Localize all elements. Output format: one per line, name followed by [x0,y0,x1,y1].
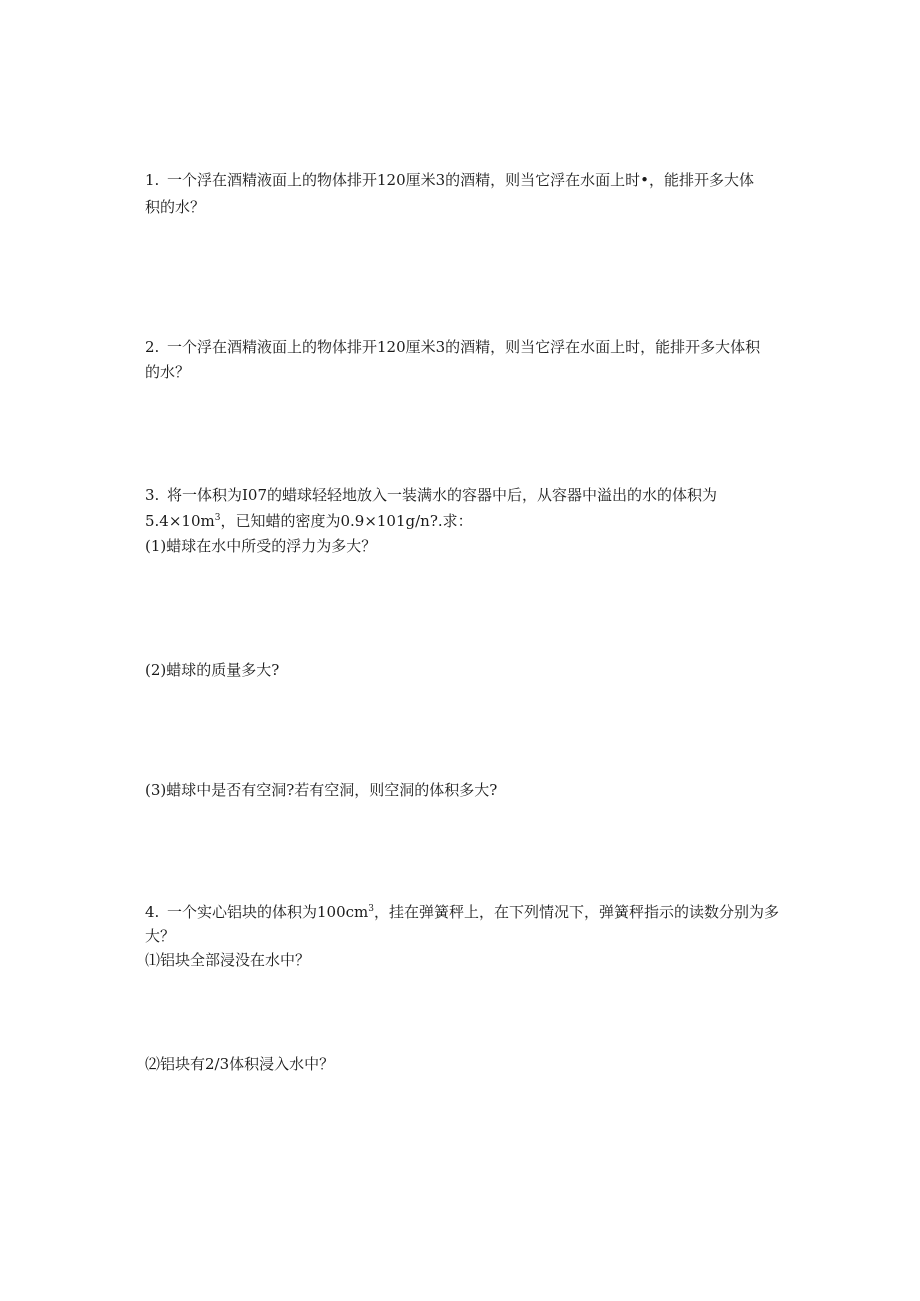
question-3-volume-sup: 3 [214,513,221,523]
question-3-volume-value: 5.4×10m [145,512,215,530]
question-2-line-1 [145,337,785,357]
question-4-text-after: ，挂在弹簧秤上，在下列情况下，弹簧秤指示的读数分别为多 [374,903,780,921]
question-4-part-1: ⑴铝块全部浸没在水中？ [145,951,311,969]
question-2-number: 2. [145,338,160,356]
question-4-text-before: 一个实心铝块的体积为100cm [167,903,369,921]
question-3-part-2: (2)蜡球的质量多大? [145,661,280,679]
question-4-part-2: ⑵铝块有2/3体积浸入水中？ [145,1055,335,1073]
question-2-text: 一个浮在酒精液面上的物体排开120厘米3的酒精，则当它浮在水面上时，能排开多大体积 [167,338,761,356]
question-3-number: 3. [145,486,160,504]
question-3-text: 将一体积为I07的蜡球轻轻地放入一装满水的容器中后，从容器中溢出的水的体积为 [167,486,718,504]
question-1-line-2: 积的水？ [145,198,206,216]
question-4-sup: 3 [368,904,374,914]
question-3-line-2 [145,511,785,531]
question-4-line-1 [145,902,785,922]
question-3-part-3: (3)蜡球中是否有空洞?若有空洞，则空洞的体积多大? [145,781,498,799]
question-1-line-1 [145,170,785,190]
question-3-part-1: (1)蜡球在水中所受的浮力为多大？ [145,537,377,555]
question-4-line-2: 大？ [145,927,176,945]
question-1-number: 1. [145,171,160,189]
question-2-line-2: 的水？ [145,363,191,381]
question-3-volume-rest: ，已知蜡的密度为0.9×101g/n?.求： [220,512,473,530]
question-4-number: 4. [145,903,160,921]
question-3-line-1 [145,485,785,505]
question-1-text: 一个浮在酒精液面上的物体排开120厘米3的酒精，则当它浮在水面上时•，能排开多大体 [167,171,755,189]
